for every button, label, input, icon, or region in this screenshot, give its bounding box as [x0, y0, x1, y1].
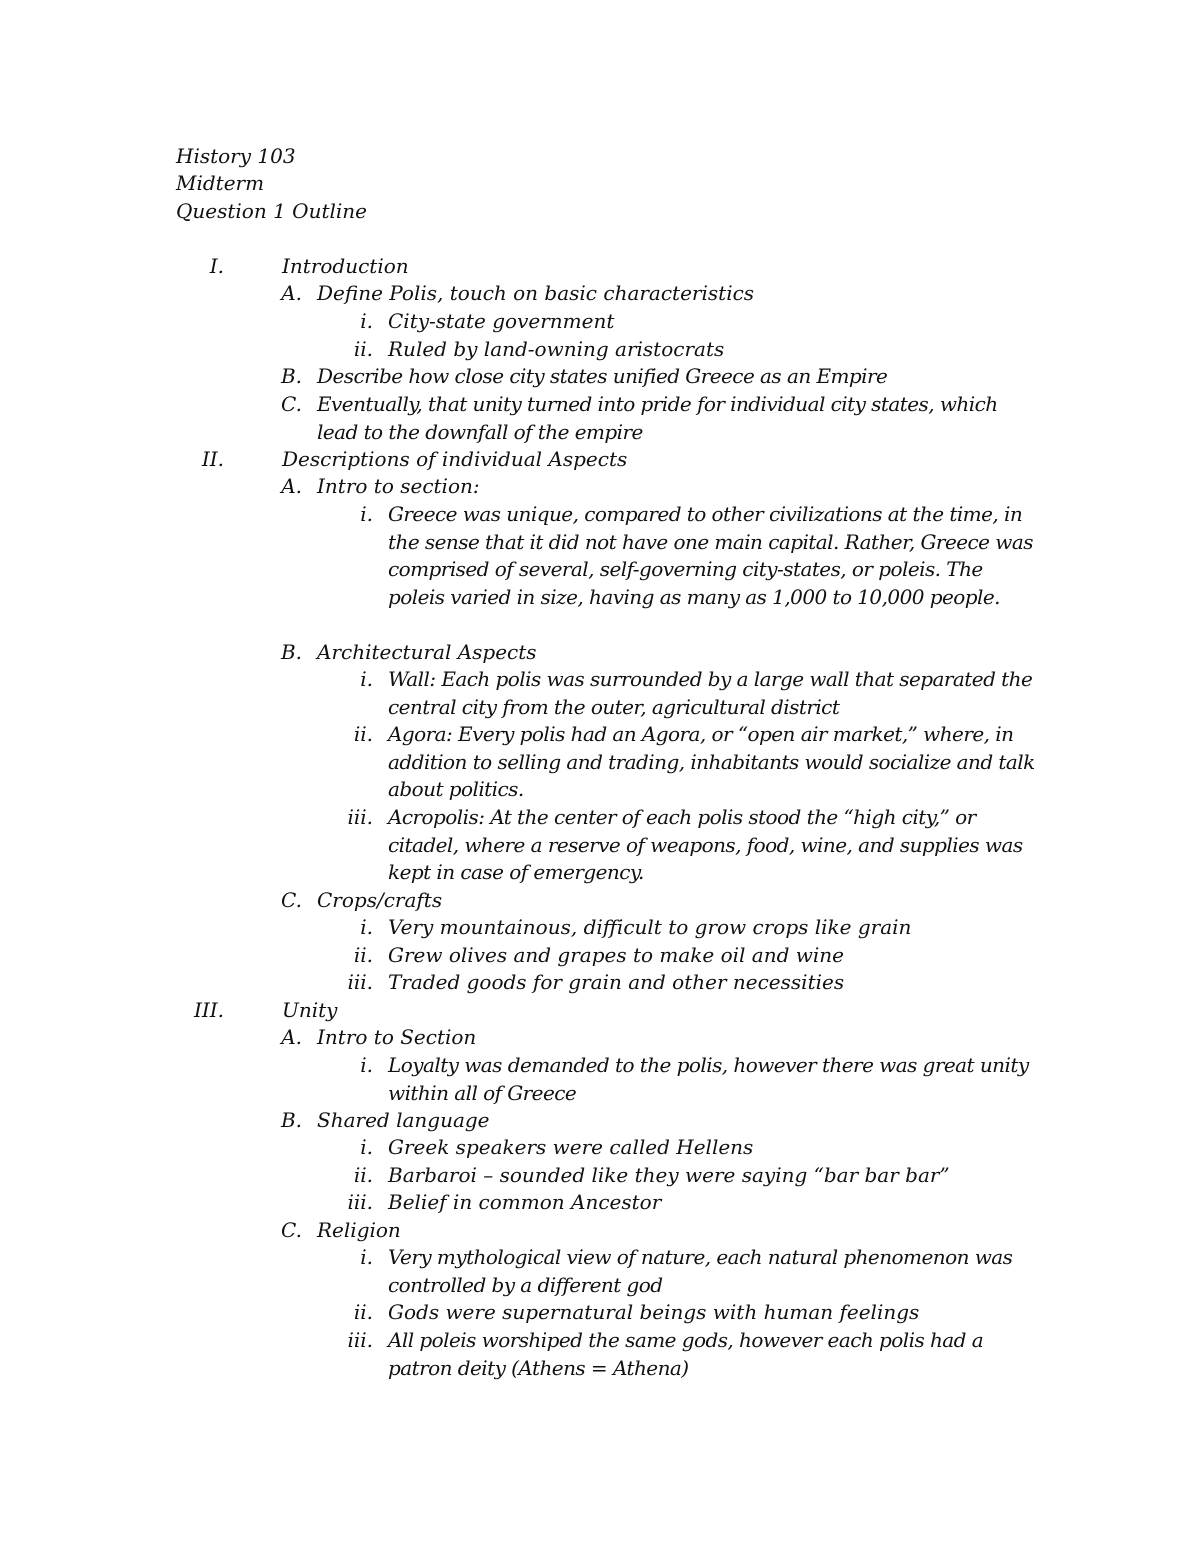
outline-number: iii.	[347, 1190, 373, 1214]
outline-text: Barbaroi – sounded like they were saying “bar bar bar”	[388, 1163, 950, 1187]
outline-number: ii.	[353, 337, 373, 361]
outline-number: i.	[360, 502, 373, 526]
outline-number: i.	[360, 1245, 373, 1269]
outline-number: ii.	[353, 943, 373, 967]
outline-text: Very mountainous, difficult to grow crops like grain	[388, 915, 912, 939]
outline-number: i.	[360, 309, 373, 333]
outline-number: iii.	[347, 1328, 373, 1352]
outline-number: B.	[280, 1108, 302, 1132]
course-title: History 103	[176, 144, 296, 168]
outline-number: ii.	[353, 722, 373, 746]
outline-number: i.	[360, 667, 373, 691]
outline-text: Greek speakers were called Hellens	[388, 1135, 754, 1159]
outline-text: Greece was unique, compared to other civilizations at the time, in the sense that it did not have one main capital. Rather, Greece was comprised of several, self-governing city-states, or poleis. The poleis varied in size, having as many as 1,000 to 10,000 people.	[388, 502, 1033, 609]
outline-text: Descriptions of individual Aspects	[282, 447, 628, 471]
outline-text: Loyalty was demanded to the polis, however there was great unity within all of Greece	[388, 1053, 1029, 1105]
outline-text: Unity	[282, 998, 338, 1022]
outline-text: Gods were supernatural beings with human feelings	[388, 1300, 920, 1324]
outline-number: iii.	[347, 970, 373, 994]
outline-number: A.	[281, 1025, 302, 1049]
outline-number: C.	[281, 392, 302, 416]
outline-number: i.	[360, 1053, 373, 1077]
outline-text: Acropolis: At the center of each polis stood the “high city,” or citadel, where a reserve of weapons, food, wine, and supplies was kept in case of emergency.	[388, 805, 1023, 884]
outline-text: Intro to section:	[317, 474, 480, 498]
outline-title: Question 1 Outline	[176, 199, 367, 223]
outline-text: Grew olives and grapes to make oil and wine	[388, 943, 844, 967]
outline-number: ii.	[353, 1163, 373, 1187]
outline-number: II.	[201, 447, 224, 471]
outline-text: Ruled by land-owning aristocrats	[388, 337, 725, 361]
outline-text: Intro to Section	[317, 1025, 477, 1049]
outline-text: Wall: Each polis was surrounded by a large wall that separated the central city from the outer, agricultural district	[388, 667, 1033, 719]
outline-text: Define Polis, touch on basic characteristics	[317, 281, 755, 305]
outline-text: Religion	[317, 1218, 401, 1242]
outline-number: ii.	[353, 1300, 373, 1324]
outline-text: Introduction	[282, 254, 409, 278]
outline-number: iii.	[347, 805, 373, 829]
outline-text: All poleis worshiped the same gods, however each polis had a patron deity (Athens = Athena)	[388, 1328, 984, 1380]
exam-name: Midterm	[176, 171, 265, 195]
outline-number: B.	[280, 364, 302, 388]
outline-text: Belief in common Ancestor	[388, 1190, 662, 1214]
outline-number: C.	[281, 888, 302, 912]
outline-text: Describe how close city states unified Greece as an Empire	[317, 364, 888, 388]
outline-text: Shared language	[317, 1108, 490, 1132]
outline-number: C.	[281, 1218, 302, 1242]
outline-text: Crops/crafts	[317, 888, 443, 912]
outline-number: A.	[281, 281, 302, 305]
outline-text: Eventually, that unity turned into pride for individual city states, which lead to the downfall of the empire	[317, 392, 998, 444]
outline-text: Very mythological view of nature, each natural phenomenon was controlled by a different god	[388, 1245, 1013, 1297]
outline-text: Architectural Aspects	[317, 640, 537, 664]
outline-number: B.	[280, 640, 302, 664]
outline-number: I.	[209, 254, 224, 278]
outline-number: III.	[193, 998, 224, 1022]
outline-text: City-state government	[388, 309, 615, 333]
outline-text: Traded goods for grain and other necessities	[388, 970, 845, 994]
outline-number: A.	[281, 474, 302, 498]
outline-number: i.	[360, 1135, 373, 1159]
outline-number: i.	[360, 915, 373, 939]
outline-text: Agora: Every polis had an Agora, or “open air market,” where, in addition to selling and trading, inhabitants would socialize and talk about politics.	[388, 722, 1035, 801]
